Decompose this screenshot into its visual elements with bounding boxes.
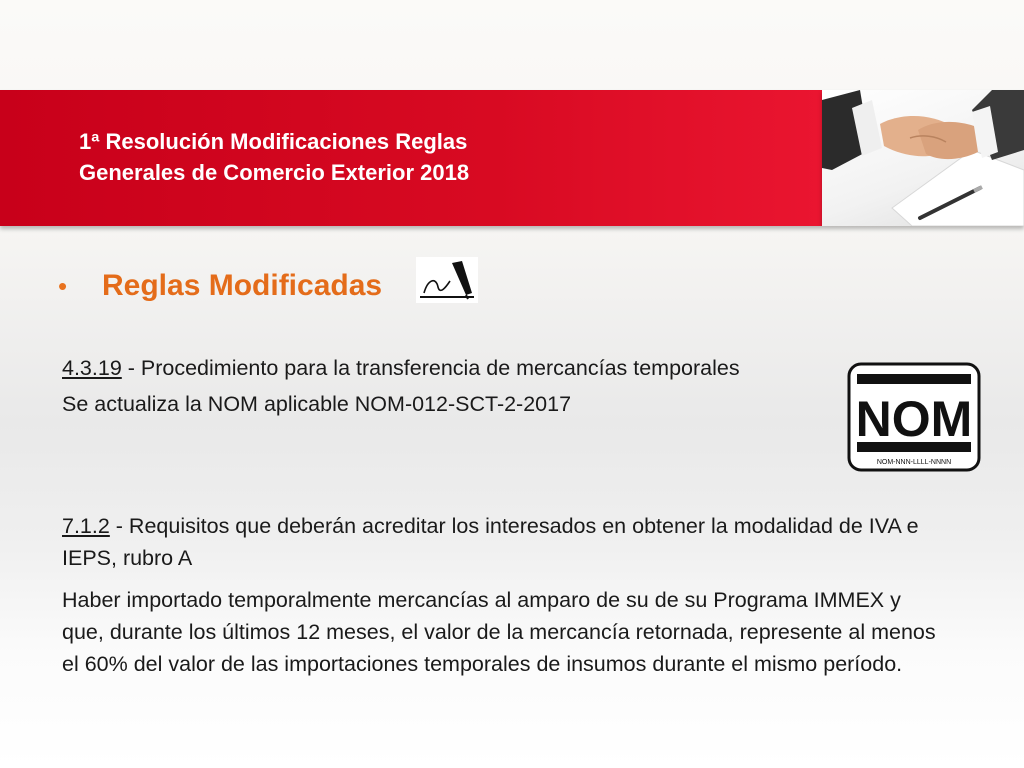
slide-title: 1ª Resolución Modificaciones Reglas Generales de Comercio Exterior 2018 xyxy=(79,129,470,185)
handshake-photo xyxy=(822,90,1024,226)
rule-code-link[interactable]: 7.1.2 xyxy=(62,514,110,538)
handshake-icon xyxy=(822,90,1024,226)
section-heading: Reglas Modificadas xyxy=(102,269,383,302)
rule-title-text: - Requisitos que deberán acreditar los interesados en obtener la modalidad de IVA e IEPS, rubro A xyxy=(62,514,919,570)
nom-logo-subtext: NOM-NNN-LLLL-NNNN xyxy=(876,459,952,466)
signature-icon xyxy=(416,257,478,303)
rule-title xyxy=(62,352,942,384)
rule-detail: Haber importado temporalmente mercancías al amparo de su de su Programa IMMEX y que, durante los últimos 12 meses, el valor de la mercancía retornada, represente al menos el 60% del valor de las importaciones temporales de insumos durante el mismo período. xyxy=(62,588,936,676)
nom-logo xyxy=(847,362,981,472)
bullet-marker: • xyxy=(58,270,68,301)
nom-logo-text: NOM xyxy=(855,391,973,447)
rule-item xyxy=(62,352,942,420)
rule-detail: Se actualiza la NOM aplicable NOM-012-SCT-2-2017 xyxy=(62,392,572,416)
title-banner xyxy=(0,90,822,226)
rule-title xyxy=(62,510,942,574)
rule-code-link[interactable]: 4.3.19 xyxy=(62,356,122,380)
rule-item xyxy=(62,510,942,680)
section-heading-row xyxy=(58,264,382,308)
rule-title-text: - Procedimiento para la transferencia de mercancías temporales xyxy=(121,356,740,380)
